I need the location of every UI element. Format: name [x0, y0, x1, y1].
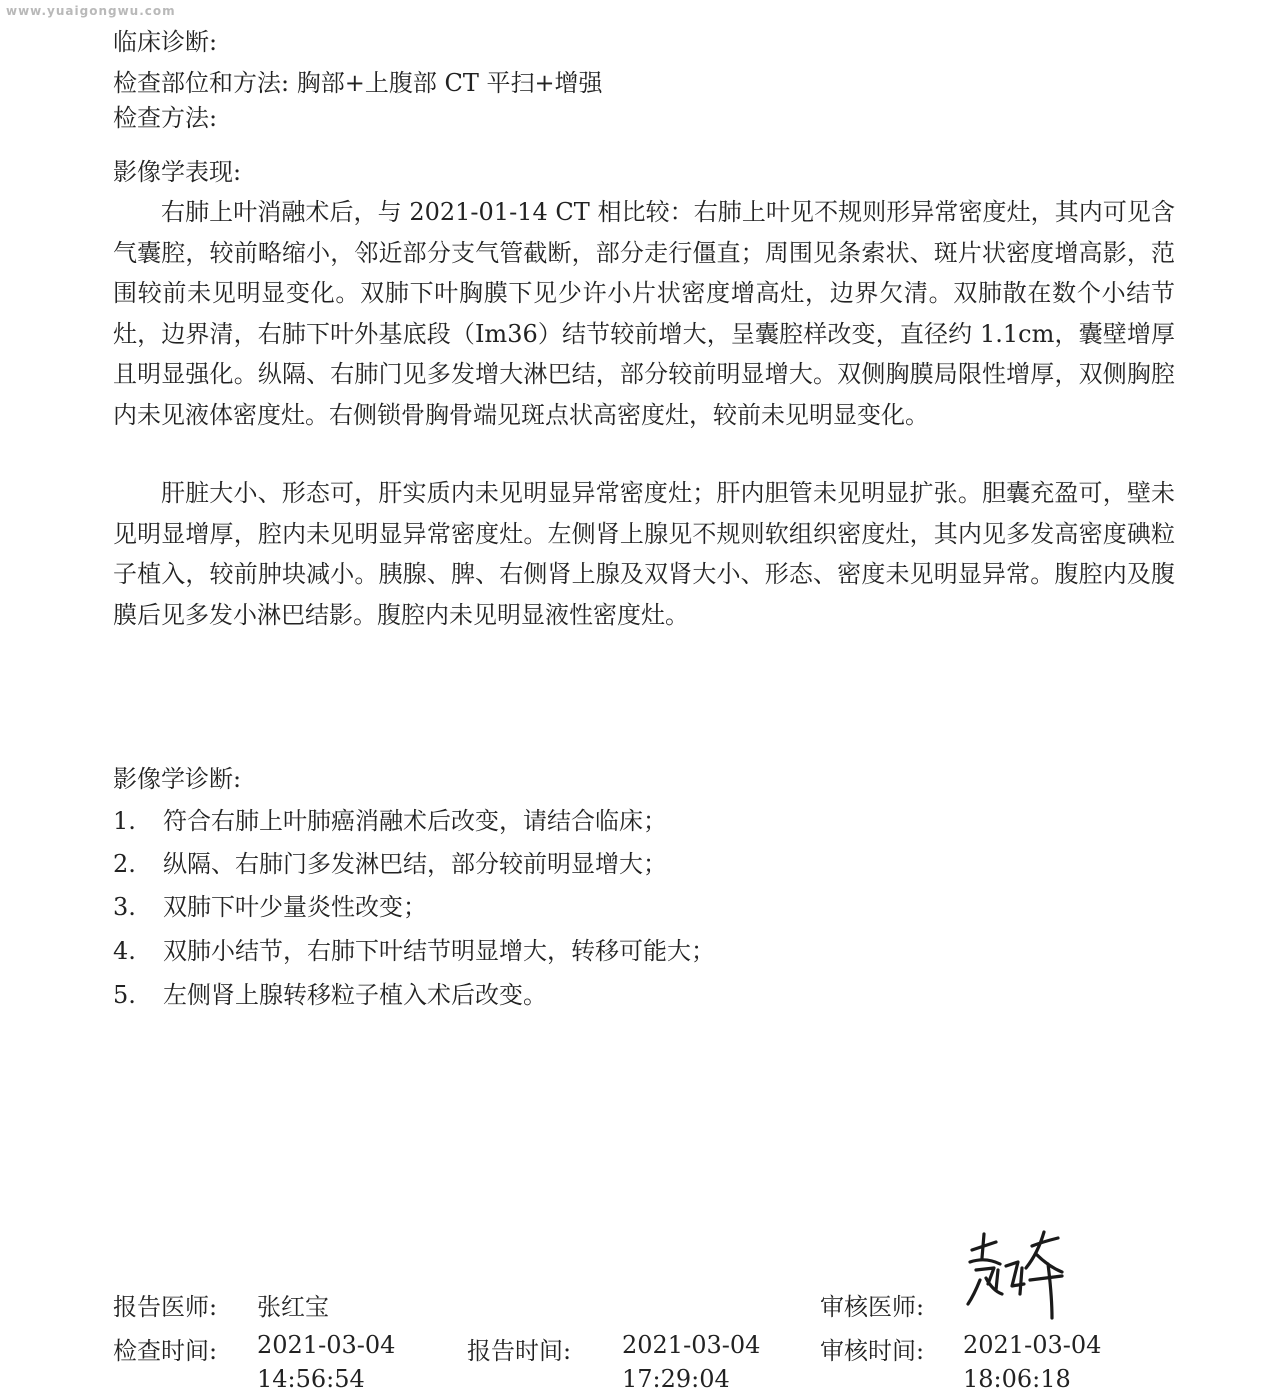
exam-clock: 14:56:54 [257, 1365, 365, 1393]
exam-time-label: 检查时间: [113, 1337, 218, 1365]
diagnosis-item-text: 左侧肾上腺转移粒子植入术后改变。 [163, 981, 547, 1009]
diagnosis-item [113, 844, 667, 879]
diagnosis-item [113, 801, 667, 836]
exam-date: 2021-03-04 [257, 1331, 396, 1359]
diagnosis-item [113, 975, 547, 1010]
review-date: 2021-03-04 [963, 1331, 1102, 1359]
findings-paragraph-lung: 右肺上叶消融术后，与 2021-01-14 CT 相比较：右肺上叶见不规则形异常密度灶，其内可见含气囊腔，较前略缩小，邻近部分支气管截断，部分走行僵直；周围见条索状、斑片状密度增高影，范围较前未见明显变化。双肺下叶胸膜下见少许小片状密度增高灶，边界欠清。双肺散在数个小结节灶，边界清，右肺下叶外基底段（Im36）结节较前增大，呈囊腔样改变，直径约 1.1cm，囊壁增厚且明显强化。纵隔、右肺门见多发增大淋巴结，部分较前明显增大。双侧胸膜局限性增厚，双侧胸腔内未见液体密度灶。右侧锁骨胸骨端见斑点状高密度灶，较前未见明显变化。 [113, 198, 1175, 429]
diagnosis-item [113, 931, 715, 966]
watermark: www.yuaigongwu.com [6, 4, 176, 18]
diagnosis-item-text: 双肺小结节，右肺下叶结节明显增大，转移可能大； [163, 937, 715, 965]
review-doctor-label: 审核医师: [820, 1293, 925, 1321]
diagnosis-item [113, 887, 427, 922]
diagnosis-item-number: 2. [113, 850, 136, 878]
diagnosis-item-text: 符合右肺上叶肺癌消融术后改变，请结合临床； [163, 807, 667, 835]
report-doctor-label: 报告医师: [113, 1293, 218, 1321]
findings-paragraph-abdomen: 肝脏大小、形态可，肝实质内未见明显异常密度灶；肝内胆管未见明显扩张。胆囊充盈可，壁未见明显增厚，腔内未见明显异常密度灶。左侧肾上腺见不规则软组织密度灶，其内见多发高密度碘粒子植入，较前肿块减小。胰腺、脾、右侧肾上腺及双肾大小、形态、密度未见明显异常。腹腔内及腹膜后见多发小淋巴结影。腹腔内未见明显液性密度灶。 [113, 479, 1175, 629]
report-date: 2021-03-04 [622, 1331, 761, 1359]
diagnosis-title: 影像学诊断: [113, 765, 242, 793]
findings-title: 影像学表现: [113, 158, 242, 186]
report-doctor-name: 张红宝 [257, 1293, 329, 1321]
diagnosis-item-number: 1. [113, 807, 136, 835]
diagnosis-item-number: 5. [113, 981, 136, 1009]
review-clock: 18:06:18 [963, 1365, 1071, 1393]
exam-site-method: 检查部位和方法: 胸部+上腹部 CT 平扫+增强 [113, 69, 603, 97]
report-clock: 17:29:04 [622, 1365, 730, 1393]
diagnosis-item-text: 双肺下叶少量炎性改变； [163, 893, 427, 921]
clinical-diagnosis-label: 临床诊断: [113, 28, 218, 56]
report-time-label: 报告时间: [467, 1337, 572, 1365]
diagnosis-item-text: 纵隔、右肺门多发淋巴结，部分较前明显增大； [163, 850, 667, 878]
exam-method-label: 检查方法: [113, 104, 218, 132]
diagnosis-item-number: 4. [113, 937, 136, 965]
review-doctor-signature [962, 1228, 1072, 1320]
diagnosis-item-number: 3. [113, 893, 136, 921]
review-time-label: 审核时间: [820, 1337, 925, 1365]
